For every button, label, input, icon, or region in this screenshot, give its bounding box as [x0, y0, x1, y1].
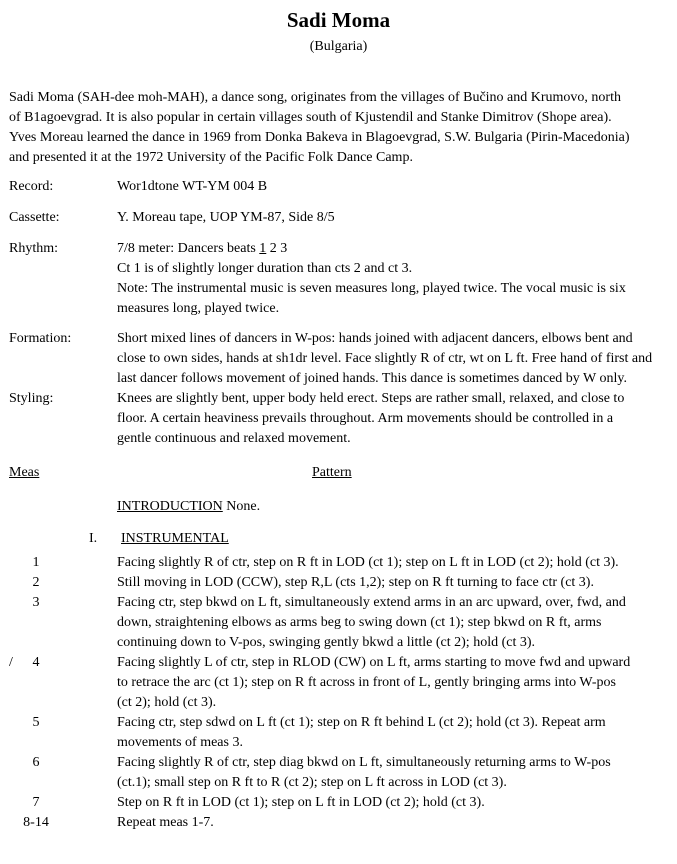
- rhythm-accent-beat: 1: [259, 241, 267, 256]
- measure-text: Facing ctr, step sdwd on L ft (ct 1); step on R ft behind L (ct 2); hold (ct 3). Repeat arm: [117, 715, 606, 730]
- cassette-value: Y. Moreau tape, UOP YM-87, Side 8/5: [117, 210, 335, 225]
- measure-number: 5: [32, 715, 40, 730]
- formation-label: Formation:: [9, 331, 72, 346]
- measure-text: (ct 2); hold (ct 3).: [117, 695, 217, 710]
- formation-line: Short mixed lines of dancers in W-pos: hands joined with adjacent dancers, elbows bent and: [117, 331, 633, 346]
- measure-text: continuing down to V-pos, swinging gently bkwd a little (ct 2); hold (ct 3).: [117, 635, 536, 650]
- measure-number: 6: [32, 755, 40, 770]
- measure-text: Step on R ft in LOD (ct 1); step on L ft in LOD (ct 2); hold (ct 3).: [117, 795, 485, 810]
- measure-number: 7: [32, 795, 40, 810]
- measure-text: Facing slightly L of ctr, step in RLOD (CW) on L ft, arms starting to move fwd and upward: [117, 655, 631, 670]
- introduction-value: None.: [222, 499, 261, 514]
- page-subtitle: (Bulgaria): [309, 39, 368, 54]
- measure-number: 3: [32, 595, 40, 610]
- measure-text: Repeat meas 1-7.: [117, 815, 214, 830]
- rhythm-meter-line: [117, 239, 667, 259]
- styling-line: gentle continuous and relaxed movement.: [117, 431, 351, 446]
- formation-line: last dancer follows movement of joined hands. This dance is sometimes danced by W only.: [117, 371, 627, 386]
- styling-line: Knees are slightly bent, upper body held erect. Steps are rather small, relaxed, and close to: [117, 391, 625, 406]
- intro-line: of B1agoevgrad. It is also popular in certain villages south of Kjustendil and Stanke Dimitrov (Shope area).: [9, 110, 612, 125]
- measure-text: (ct.1); small step on R ft to R (ct 2); step on L ft across in LOD (ct 3).: [117, 775, 507, 790]
- rhythm-meter-suffix: 2 3: [266, 241, 288, 256]
- measure-number: 2: [32, 575, 40, 590]
- intro-line: Yves Moreau learned the dance in 1969 from Donka Bakeva in Blagoevgrad, S.W. Bulgaria (Pirin-Macedonia): [9, 130, 630, 145]
- introduction-label: INTRODUCTION: [117, 499, 223, 514]
- formation-line: close to own sides, hands at sh1dr level. Face slightly R of ctr, wt on L ft. Free hand of first and: [117, 351, 653, 366]
- rhythm-line: Ct 1 is of slightly longer duration than cts 2 and ct 3.: [117, 261, 413, 276]
- measure-text: down, straightening elbows as arms beg to swing down (ct 1); step bkwd on R ft, arms: [117, 615, 602, 630]
- cassette-label: Cassette:: [9, 210, 60, 225]
- measure-number: 8-14: [23, 815, 49, 830]
- pattern-column-header: Pattern: [312, 465, 352, 480]
- styling-line: floor. A certain heaviness prevails throughout. Arm movements should be controlled in a: [117, 411, 614, 426]
- page-title: Sadi Moma: [286, 8, 391, 32]
- measure-text: Still moving in LOD (CCW), step R,L (cts 1,2); step on R ft turning to face ctr (ct 3).: [117, 575, 594, 590]
- rhythm-line: measures long, played twice.: [117, 301, 280, 316]
- intro-paragraph: [9, 88, 659, 168]
- measure-text: Facing slightly R of ctr, step diag bkwd on L ft, simultaneously returning arms to W-pos: [117, 755, 611, 770]
- measure-number: 4: [32, 655, 40, 670]
- meas-column-header: Meas: [9, 465, 40, 480]
- measure-text: movements of meas 3.: [117, 735, 243, 750]
- measure-number: 1: [32, 555, 40, 570]
- measure-text: Facing ctr, step bkwd on L ft, simultaneously extend arms in an arc upward, over, fwd, and: [117, 595, 626, 610]
- rhythm-label: Rhythm:: [9, 241, 59, 256]
- intro-line: and presented it at the 1972 University of the Pacific Folk Dance Camp.: [9, 150, 413, 165]
- rhythm-line: Note: The instrumental music is seven measures long, played twice. The vocal music is six: [117, 281, 626, 296]
- measure-text: to retrace the arc (ct 1); step on R ft across in front of L, gently bringing arms into W-pos: [117, 675, 616, 690]
- section-title: INSTRUMENTAL: [121, 531, 229, 546]
- record-label: Record:: [9, 179, 54, 194]
- section-numeral: I.: [89, 531, 98, 546]
- measure-text: Facing slightly R of ctr, step on R ft in LOD (ct 1); step on L ft in LOD (ct 2); hold (ct 3).: [117, 555, 619, 570]
- styling-label: Styling:: [9, 391, 54, 406]
- record-value: Wor1dtone WT-YM 004 B: [117, 179, 268, 194]
- intro-line: Sadi Moma (SAH-dee moh-MAH), a dance song, originates from the villages of Bučino and Krumovo, north: [9, 90, 621, 105]
- rhythm-meter-prefix: 7/8 meter: Dancers beats: [117, 241, 260, 256]
- margin-marker: /: [9, 655, 13, 670]
